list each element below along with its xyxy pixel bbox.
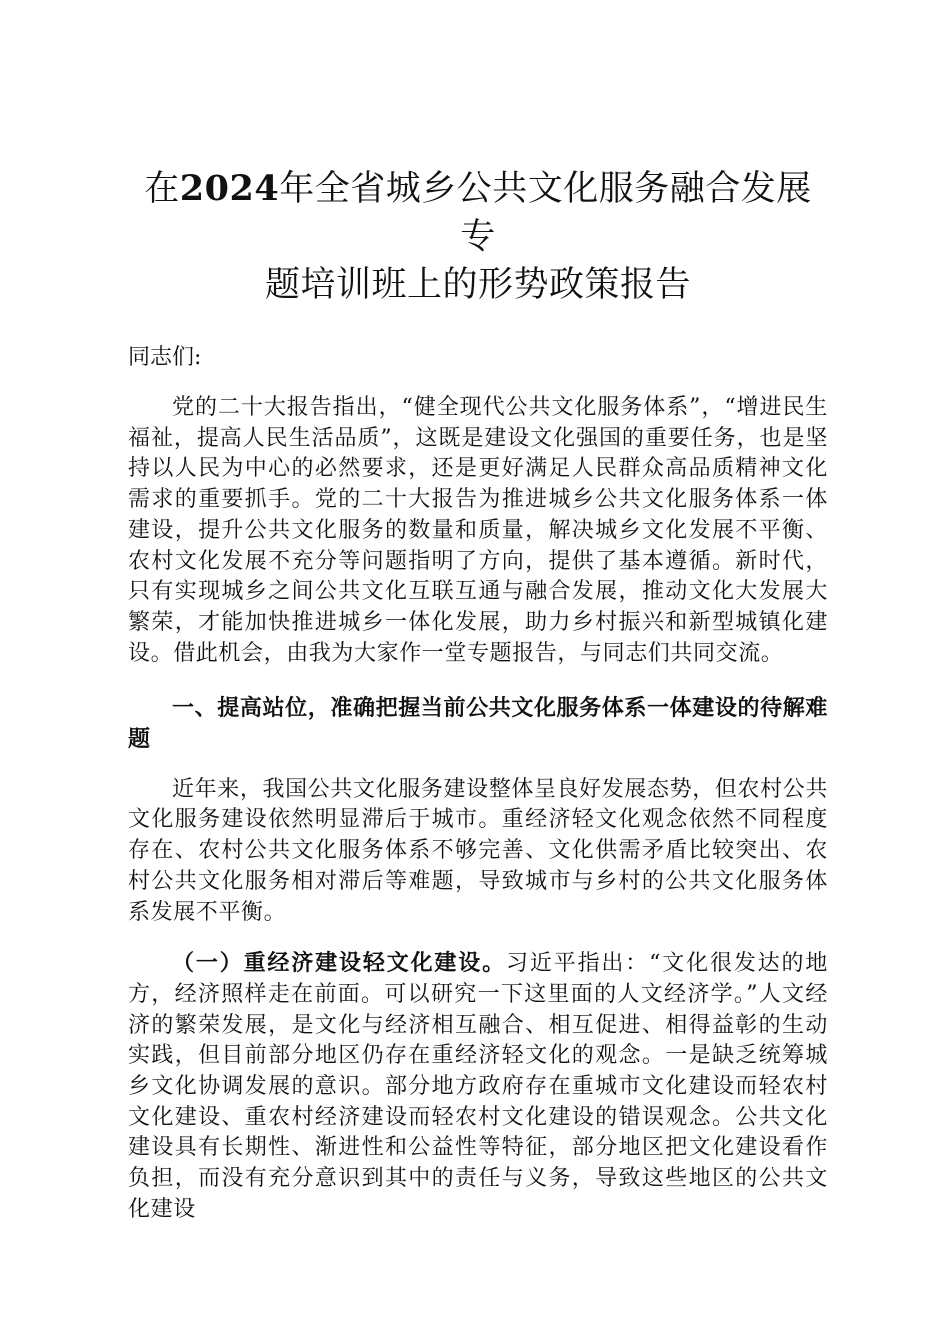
subsection-1-text: 习近平指出：“文化很发达的地方，经济照样走在前面。可以研究一下这里面的人文经济学。”人文经济的繁荣发展，是文化与经济相互融合、相互促进、相得益彰的生动实践，但目前部分地区仍存在重经济轻文化的观念。一是缺乏统筹城乡文化协调发展的意识。部分地方政府存在重城市文化建设而轻农村文化建设、重农村经济建设而轻农村文化建设的错误观念。公共文化建设具有长期性、渐进性和公益性等特征，部分地区把文化建设看作负担，而没有充分意识到其中的责任与义务，导致这些地区的公共文化建设 xyxy=(128,951,828,1222)
title-line-2: 题培训班上的形势政策报告 xyxy=(264,265,691,305)
title-prefix: 在 xyxy=(144,169,180,209)
title-year: 2024 xyxy=(179,168,280,209)
title-line1-rest: 年全省城乡公共文化服务融合发展专 xyxy=(279,169,812,257)
greeting: 同志们: xyxy=(128,345,202,370)
document-page xyxy=(128,165,828,1226)
subsection-1-paragraph xyxy=(128,948,828,1225)
section-1-heading: 一、提高站位，准确把握当前公共文化服务体系一体建设的待解难题 xyxy=(128,695,828,753)
document-title xyxy=(128,165,828,309)
title-line-1 xyxy=(128,165,828,261)
section-1-paragraph: 近年来，我国公共文化服务建设整体呈良好发展态势，但农村公共文化服务建设依然明显滞后于城市。重经济轻文化观念依然不同程度存在、农村公共文化服务体系不够完善、文化供需矛盾比较突出、农村公共文化服务相对滞后等难题，导致城市与乡村的公共文化服务体系发展不平衡。 xyxy=(128,776,828,925)
intro-paragraph: 党的二十大报告指出，“健全现代公共文化服务体系”，“增进民生福祉，提高人民生活品质”，这既是建设文化强国的重要任务，也是坚持以人民为中心的必然要求，还是更好满足人民群众高品质精神文化需求的重要抓手。党的二十大报告为推进城乡公共文化服务体系一体建设，提升公共文化服务的数量和质量，解决城乡文化发展不平衡、农村文化发展不充分等问题指明了方向，提供了基本遵循。新时代，只有实现城乡之间公共文化互联互通与融合发展，推动文化大发展大繁荣，才能加快推进城乡一体化发展，助力乡村振兴和新型城镇化建设。借此机会，由我为大家作一堂专题报告，与同志们共同交流。 xyxy=(128,395,828,666)
subsection-1-heading: （一）重经济建设轻文化建设。 xyxy=(172,950,506,977)
